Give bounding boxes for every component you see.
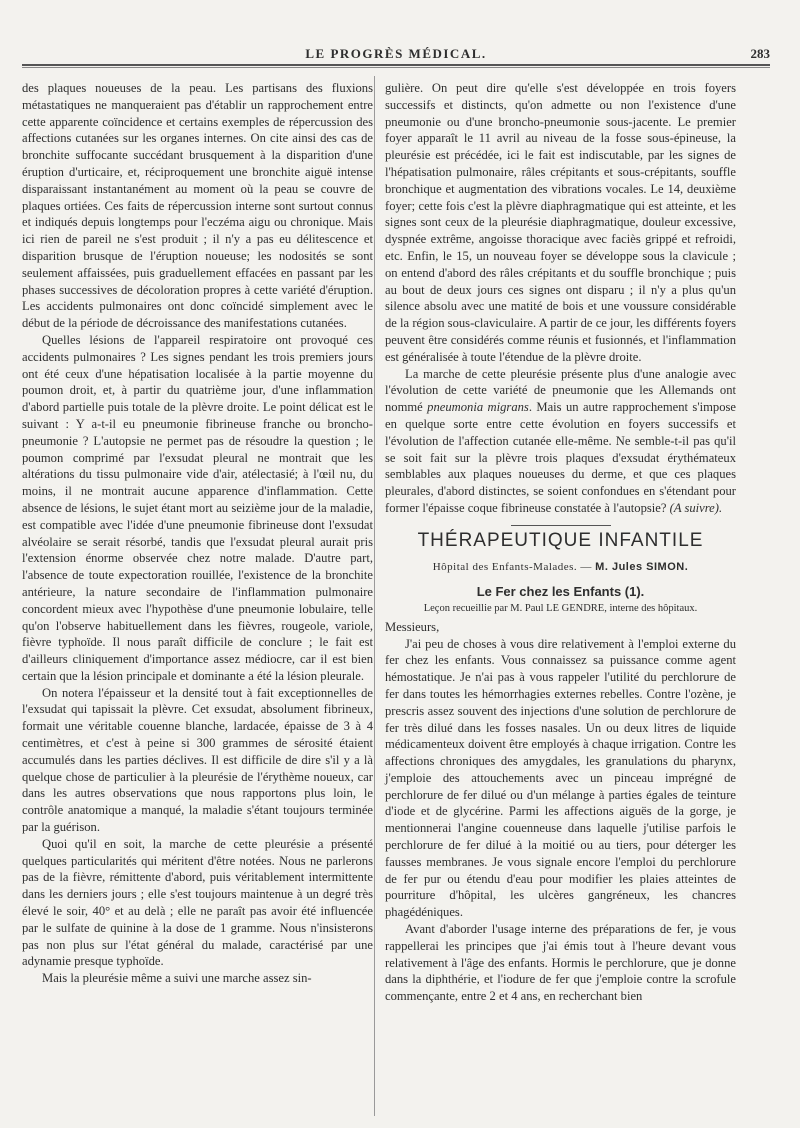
column-divider xyxy=(374,76,375,1116)
left-column xyxy=(22,80,373,987)
italic-term: pneumonia migrans xyxy=(427,400,529,415)
to-be-continued: (A suivre). xyxy=(669,500,723,515)
paragraph: Mais la pleurésie même a suivi une marche assez sin- xyxy=(42,971,312,986)
paragraph: Avant d'aborder l'usage interne des préparations de fer, je vous rappellerai les principes que j'ai émis tout à l'heure devant vous relativement à l'âge des enfants. Hormis le perchlorure, que je donne dans la diphthérie, et l'iodure de fer que j'emploie contre la scrofule commençante, entre 2 et 4 ans, en recherchant bien xyxy=(385,922,736,1004)
paragraph: des plaques noueuses de la peau. Les partisans des fluxions métastatiques ne manqueraient pas d'établir un rapprochement entre cette apparente coïncidence et certains exemples de répercussion des affections cutanées sur les organes internes. On cite ainsi des cas de bronchite suffocante succédant brusquement à la disparition d'une éruption d'urticaire, et, réciproquement une bronchite aiguë intense disparaissant instantanément au moment où la peau se couvre de plaques ortiées. Ces faits de répercussion interne sont surtout connus et indiqués depuis longtemps pour l'eczéma aigu ou chronique. Mais ici rien de pareil ne s'est produit ; il n'y a pas eu délitescence et disparition brusque de l'éruption noueuse; les nodosités se sont seulement affaissées, puis graduellement effacées en passant par les phases successives de décoloration propres à cette variété d'éruption. Les accidents pulmonaires ont donc coïncidé simplement avec le début de la période de décroissance des manifestations cutanées. xyxy=(22,81,373,331)
paragraph: Quelles lésions de l'appareil respiratoire ont provoqué ces accidents pulmonaires ? Les signes pendant les trois premiers jours ont été ceux d'une hépatisation localisée à la partie moyenne du poumon droit, et, à partir du quatrième jour, d'une inflammation d'abord partielle puis totale de la plèvre droite. Le point délicat est le suivant : Y a-t-il eu pneumonie fibrineuse franche ou broncho-pneumonie ? L'autopsie ne permet pas de résoudre la question ; le poumon comprimé par l'exsudat pleural ne montrait que les altérations du tissu pulmonaire vide d'air, atélectasié; à l'œil nu, du moins, il ne montrait aucune apparence d'inflammation. Cette absence de lésions, le sujet étant mort au seizième jour de la maladie, est compatible avec l'idée d'une pneumonie fibrineuse dont l'exsudat alvéolaire se serait résorbé, tandis que l'exsudat pleural aurait pris l'extension énorme observée chez notre malade. D'autre part, l'absence de toute expectoration rouillée, l'existence de la bronchite antérieure, la nature secondaire de l'inflammation pulmonaire concordent mieux avec l'hypothèse d'une pneumonie lobulaire, telle qu'on l'observe habituellement dans les fièvres, rougeole, variole, fièvre typhoïde. Il nous paraît difficile de conclure ; le fait est d'ailleurs cliniquement d'importance assez médiocre, car il est bien certain que la lésion principale et dominante a été la lésion pleurale. xyxy=(22,332,373,683)
author-name: M. Jules SIMON. xyxy=(595,560,689,573)
paragraph: J'ai peu de choses à vous dire relativement à l'emploi externe du fer chez les enfants. Vous connaissez sa puissance comme agent hémostatique. Je n'ai pas à vous rappeler l'utilité du perchlorure de fer dans toutes les hémorrhagies externes rebelles. Contre l'ozène, je prescris assez souvent des injections d'une solution de perchlorure de fer très dilué dans les fosses nasales. Un ou deux litres de liquide médicamenteux doivent être employés à chaque irrigation. Contre les affections chroniques des amygdales, les granulations du pharynx, j'emploie des attouchements avec un pinceau imprégné de perchlorure de fer dilué ou d'un mélange à parties égales de teinture d'iode et de glycérine. Parmi les affections aiguës de la gorge, je mentionnerai l'angine couenneuse dans laquelle j'utilise parfois le perchlorure de fer dilué à la moitié ou au tiers, pour déterger les fausses membranes. Je vous signale encore l'emploi du perchlorure de fer pur ou étendu d'eau pour modifier les plaies atteintes de pourriture d'hôpital, les ulcères gangréneux, les chancres phagédéniques. xyxy=(385,636,736,920)
page-header xyxy=(22,46,770,64)
paragraph: gulière. On peut dire qu'elle s'est développée en trois foyers successifs et distincts, qu'on admette ou non l'existence d'une pneumonie ou d'une broncho-pneumonie sous-jacente. Le premier foyer apparaît le 11 avril au niveau de la fosse sous-épineuse, la pleurésie est précédée, ici le fait est indiscutable, par les signes de l'hépatisation pulmonaire, râles crépitants et sous-crépitants, souffle bronchique et augmentation des vibrations vocales. Le 14, deuxième foyer; cette fois c'est la plèvre diaphragmatique qui est atteinte, et les signes sont ceux de la pleurésie diaphragmatique, douleur excessive, dyspnée extrême, angoisse thoracique avec faciès grippé et refroidi, etc. Enfin, le 15, un nouveau foyer se développe sous la clavicule ; on entend d'abord des râles crépitants et du souffle bronchique ; puis au bout de deux jours ces signes ont disparu ; il n'y a plus qu'un silence absolu avec une matité de bois et une voussure considérable de la région sous-claviculaire. A partir de ce jour, les différents foyers peuvent être considérés comme réunis et fusionnés, et l'inflammation est généralisée à toute l'étendue de la plèvre droite. xyxy=(385,81,736,364)
salutation: Messieurs, xyxy=(385,619,440,634)
hospital-name: Hôpital des Enfants-Malades. — xyxy=(432,560,596,573)
section-rule xyxy=(511,525,611,526)
header-rule xyxy=(22,64,770,68)
text-span: . Mais un autre rapprochement s'impose en quelque sorte entre cette évolution en foyers successifs et l'évolution de l'affection cutanée elle-même. Ne semble-t-il pas qu'il se soit fait sur la plèvre trois plaques d'exsudat érythémateux semblables aux plaques noueuses du derme, et que ces plaques pleurales, d'abord distinctes, se soient confondues en s'étendant pour former l'épaisse coque fibrineuse constatée à l'autopsie? xyxy=(385,400,736,515)
paragraph: On notera l'épaisseur et la densité tout à fait exceptionnelles de l'exsudat qui tapissait la plèvre. Cet exsudat, absolument fibrineux, formait une véritable couenne blanche, lardacée, épaisse de 3 à 4 centimètres, et c'est à peine si 300 grammes de sérosité étaient accumulés dans les parties déclives. Il est difficile de dire s'il y a là quelque chose de particulier à la pleurésie de l'érythème noueux, car dans les autres observations que nous rapportons plus loin, le contrôle anatomique a manqué, la maladie s'étant toujours terminée par la guérison. xyxy=(22,685,373,835)
section-title: THÉRAPEUTIQUE INFANTILE xyxy=(417,529,704,551)
page-number: 283 xyxy=(750,46,770,61)
section-subtitle xyxy=(385,560,736,574)
right-column xyxy=(385,80,736,1005)
lesson-note: Leçon recueillie par M. Paul LE GENDRE, interne des hôpitaux. xyxy=(423,602,698,614)
paragraph: Quoi qu'il en soit, la marche de cette pleurésie a présenté quelques particularités qui méritent d'être notées. Nous ne parlerons pas de la fièvre, rémittente d'abord, puis véritablement intermittente dans les derniers jours ; elle s'est toujours maintenue à un degré très élevé le soir, 40° et au delà ; elle ne paraît pas avoir été influencée par le sulfate de quinine à la dose de 1 gramme. Nous n'insisterons pas non plus sur l'état général du malade, caractérisé par une adynamie presque typhoïde. xyxy=(22,836,373,969)
text-span: La marche de cette pleurésie présente plus d'une analogie avec l'évolution de cette variété de pneumonie que les Allemands ont nommé xyxy=(385,366,736,415)
running-title: LE PROGRÈS MÉDICAL. xyxy=(305,46,487,61)
lesson-title: Le Fer chez les Enfants (1). xyxy=(476,583,645,599)
paragraph xyxy=(385,366,736,517)
